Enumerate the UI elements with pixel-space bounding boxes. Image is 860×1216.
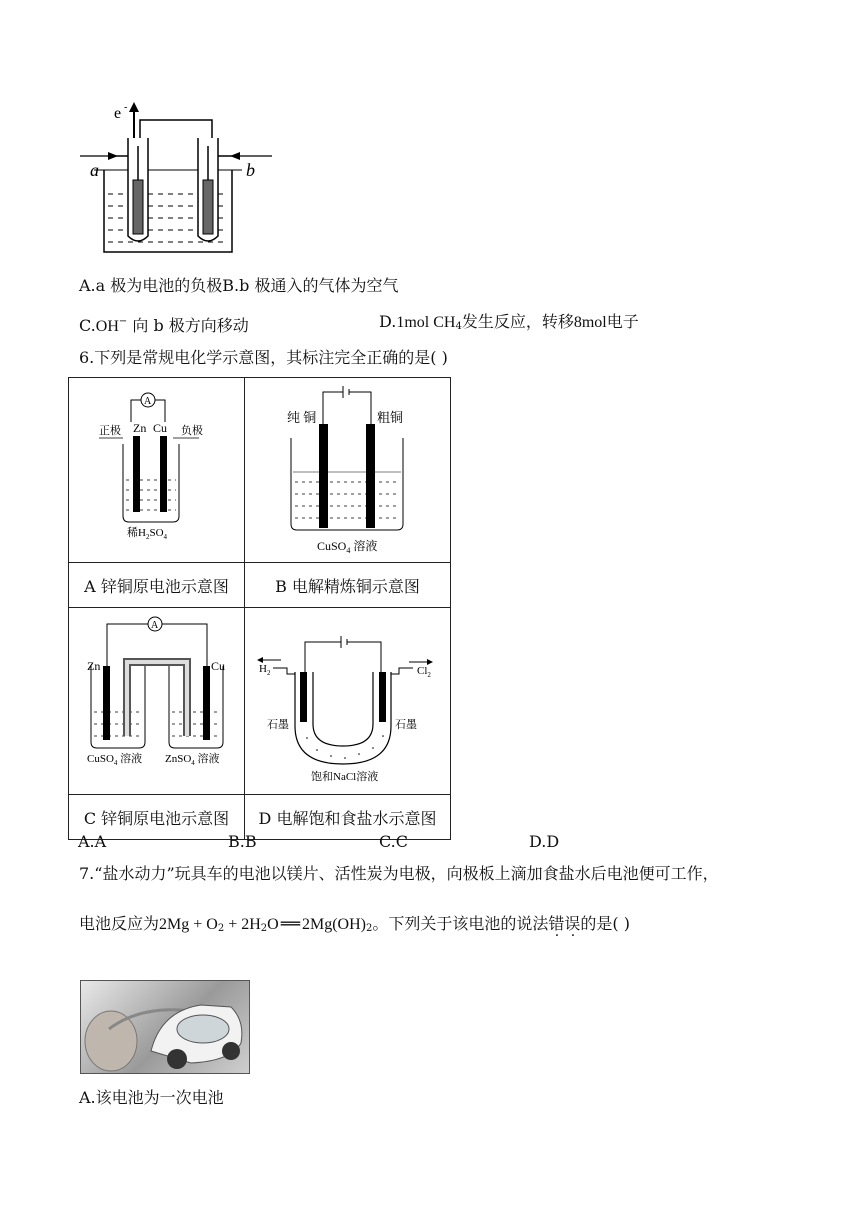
svg-text:石墨: 石墨 [395,719,417,731]
svg-text:石墨: 石墨 [267,719,289,731]
cell-a-caption: A 锌铜原电池示意图 [69,563,245,608]
q6-option-b: B.B [228,832,257,851]
q5-option-c: C.OH− 向 b 极方向移动 [79,316,249,335]
svg-text:负极: 负极 [181,425,203,437]
q7-equation-line: 电池反应为$2Mg + O_2 + 2H_2O$ ══ $2Mg(OH)_2$。下列关于该电池的说法错误的是( ) [79,914,630,934]
q6-stem: 6.下列是常规电化学示意图，其标注完全正确的是( ) [79,348,448,367]
electron-label: e [114,105,122,122]
cell-c-figure [69,608,245,795]
svg-text:CuSO4 溶液: CuSO$_4$ 溶液 [87,753,143,767]
toy-car-photo [80,980,250,1074]
cell-a-figure [69,378,245,563]
cell-b-caption: B 电解精炼铜示意图 [245,563,451,608]
q7-stem: 7.“盐水动力”玩具车的电池以镁片、活性炭为电极，向极板上滴加食盐水后电池便可工作， [79,864,719,883]
svg-text:正极: 正极 [99,425,121,437]
copper-refining-cell-b [245,378,450,558]
svg-text:饱和NaCl溶液: 饱和NaCl溶液 [311,771,379,783]
cell-b-figure [245,378,451,563]
salt-bridge-cell-c [69,608,244,790]
svg-text:A: A [144,396,152,407]
svg-text:ZnSO4 溶液: ZnSO$_4$ 溶液 [165,753,220,767]
brine-electrolysis-cell-d [245,608,450,790]
q6-diagram-table [68,377,451,840]
svg-text:H2: $H_2$ [259,663,271,677]
cell-d-caption: D 电解饱和食盐水示意图 [245,795,451,840]
fuel-cell-figure [76,98,276,266]
svg-text:纯 铜: 纯 铜 [287,410,317,425]
cell-c-caption: C 锌铜原电池示意图 [69,795,245,840]
svg-text:Zn: Zn [133,421,147,435]
svg-text:Zn: Zn [87,659,101,673]
svg-text:Cl2: $Cl_2$ [417,665,431,679]
q6-option-a: A.A [78,832,107,851]
q7-option-a: A.该电池为一次电池 [79,1088,224,1107]
q5-option-d: D.1mol $CH_4$发生反应，转移8mol电子 [379,312,639,332]
svg-text:粗铜: 粗铜 [377,410,404,425]
q6-option-d: D.D [529,832,560,851]
svg-text:CuSO4 溶液: CuSO$_4$ 溶液 [317,539,378,555]
svg-text:Cu: Cu [211,659,226,673]
svg-text:稀H2SO4: 稀$H_2SO_4$ [127,527,168,541]
zinc-copper-cell-a [69,378,244,558]
q5-options-ab: A.a 极为电池的负极B.b 极通入的气体为空气 [79,276,399,295]
q6-option-c: C.C [379,832,408,851]
svg-text:Cu: Cu [153,421,168,435]
svg-text:-: - [124,102,128,113]
cell-d-figure [245,608,451,795]
inlet-a-label: a [90,160,99,180]
svg-text:A: A [151,620,159,631]
inlet-b-label: b [246,160,255,180]
